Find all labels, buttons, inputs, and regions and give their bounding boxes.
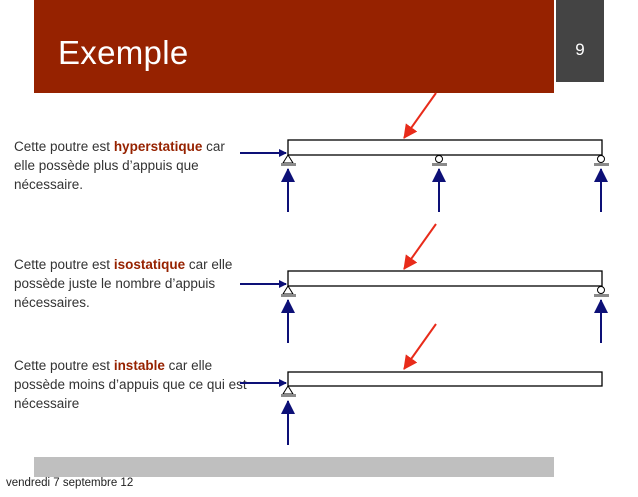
support-base	[594, 294, 609, 297]
pin-support	[283, 286, 293, 294]
support-base	[281, 394, 296, 397]
footer-date: vendredi 7 septembre 12	[6, 477, 134, 489]
roller-support	[598, 156, 605, 163]
load-arrow	[404, 324, 436, 369]
beam-hyperstatique	[240, 93, 609, 212]
example-text-before: Cette poutre est	[14, 139, 114, 154]
support-base	[281, 294, 296, 297]
support-base	[432, 163, 447, 166]
beam	[288, 271, 602, 286]
beam-instable	[240, 324, 602, 445]
example-text-after: car elle possède plus d’appuis que nécessaire.	[14, 139, 225, 192]
page-number: 9	[575, 40, 585, 59]
example-text-before: Cette poutre est	[14, 257, 114, 272]
pin-support	[283, 386, 293, 394]
load-arrow	[404, 93, 436, 138]
example-keyword: instable	[113, 358, 165, 373]
roller-support	[598, 287, 605, 294]
support-base	[594, 163, 609, 166]
example-text-before: Cette poutre est	[14, 358, 114, 373]
example-keyword: hyperstatique	[113, 139, 203, 154]
load-arrow	[404, 224, 436, 269]
example-text-after: car elle possède juste le nombre d’appuis nécessaires.	[14, 257, 233, 310]
roller-support	[436, 156, 443, 163]
beam	[288, 140, 602, 155]
beam-isostatique	[240, 224, 609, 343]
footer-bar	[34, 457, 554, 477]
example-text-after: car elle possède moins d’appuis que ce qui est nécessaire	[14, 358, 247, 411]
slide-title: Exemple	[58, 34, 189, 71]
beam	[288, 372, 602, 386]
support-base	[281, 163, 296, 166]
example-keyword: isostatique	[113, 257, 186, 272]
pin-support	[283, 155, 293, 163]
